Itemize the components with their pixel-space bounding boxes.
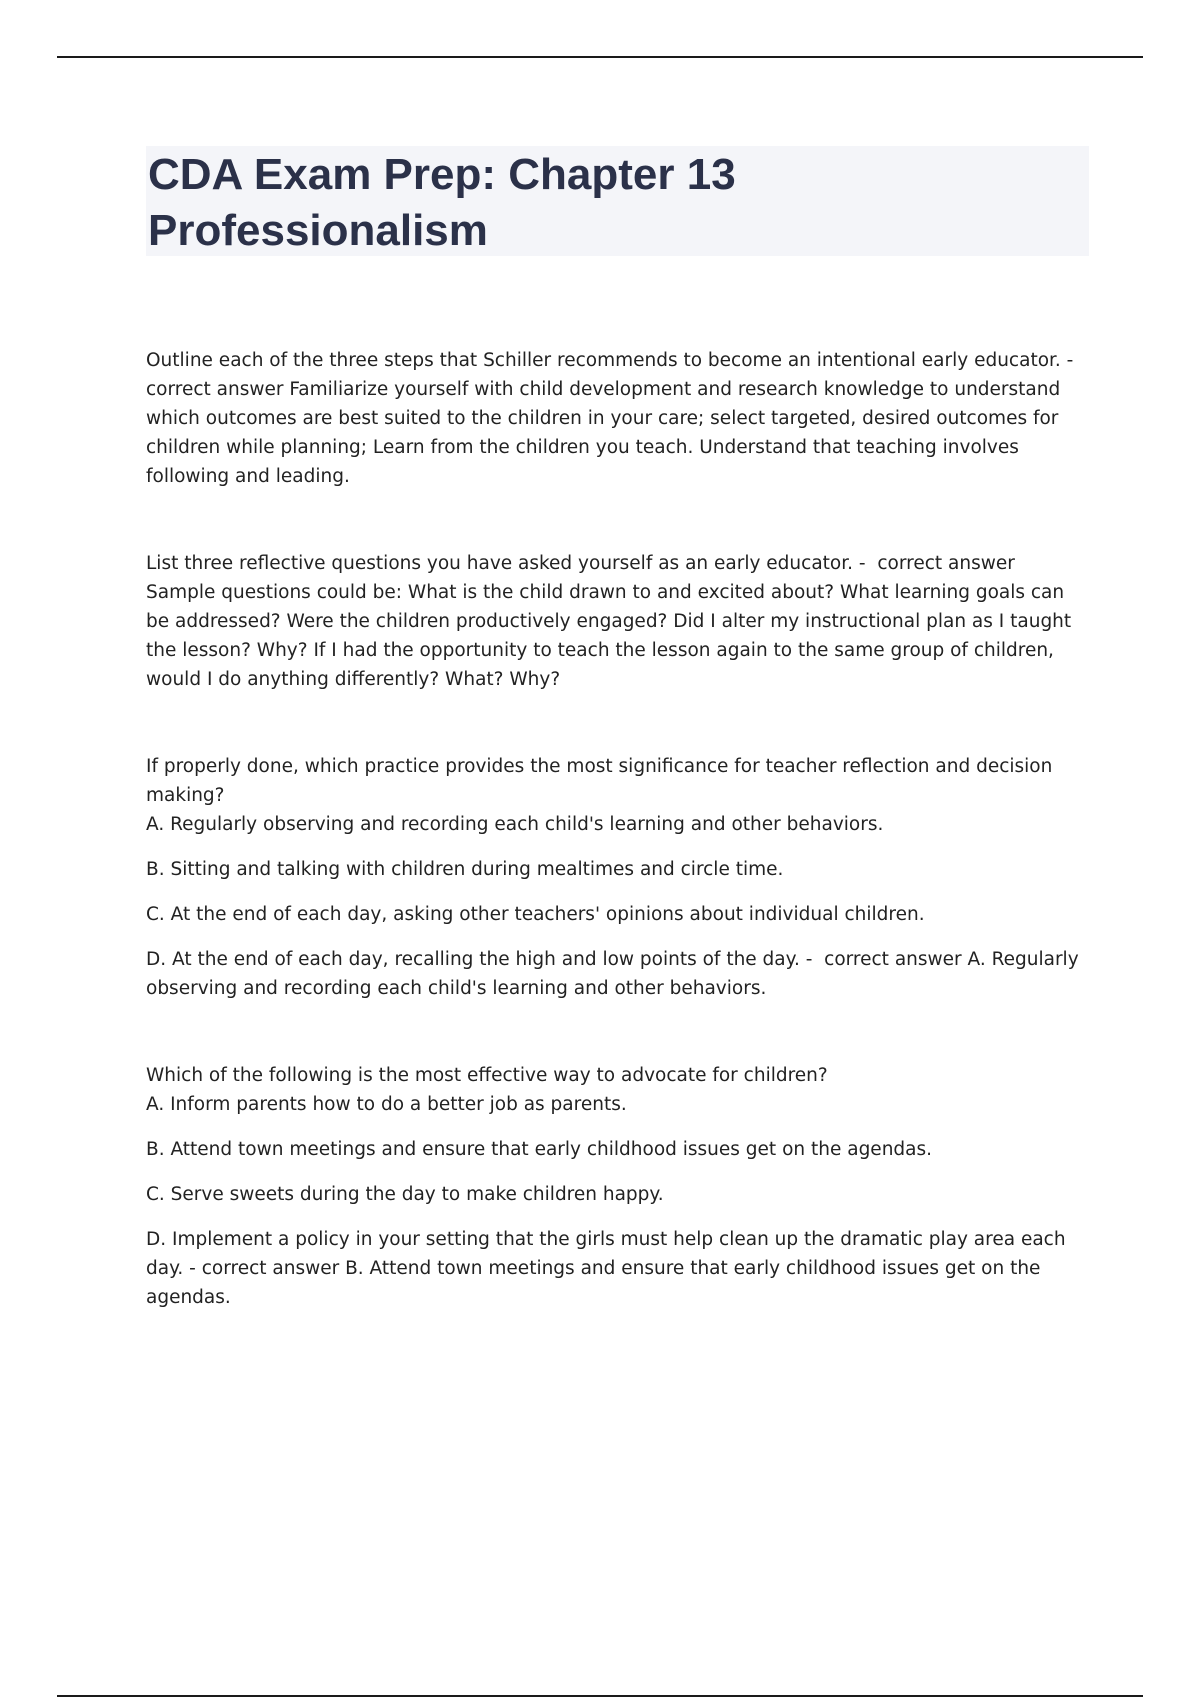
answer-text: correct answer Sample questions could be: What is the child drawn to and excited about? What learning goals can be addressed? Were the children productively engaged? Did I alter my instructional plan as I taught the lesson? Why? If I had the opportunity to teach the lesson again to the same group of children, would I do anything differently? What? Why? (146, 553, 1072, 690)
answer-text: correct answer B. Attend town meetings and ensure that early childhood issues get on the agendas. (146, 1258, 1041, 1308)
page-title (146, 146, 1089, 256)
qa-item-4 (146, 1061, 1086, 1312)
answer-text: correct answer Familiarize yourself with child development and research knowledge to understand which outcomes are best suited to the children in your care; select targeted, desired outcomes for children while planning; Learn from the children you teach. Understand that teaching involves following and leading. (146, 379, 1061, 487)
top-rule (57, 56, 1143, 58)
answer-option-a: A. Regularly observing and recording each child's learning and other behaviors. (146, 814, 884, 835)
bottom-rule (57, 1695, 1143, 1697)
answer-option-d (146, 945, 1086, 1003)
question-prompt: If properly done, which practice provides the most significance for teacher reflection and decision making? (146, 756, 1053, 806)
question-prompt: Outline each of the three steps that Schiller recommends to become an intentional early educator. - (146, 350, 1074, 371)
answer-option-c: C. At the end of each day, asking other teachers' opinions about individual children. (146, 904, 925, 925)
title-line-2: Professionalism (148, 206, 488, 255)
answer-option-a: A. Inform parents how to do a better job as parents. (146, 1094, 627, 1115)
qa-item-3 (146, 752, 1086, 1003)
option-d-text: D. Implement a policy in your setting that the girls must help clean up the dramatic play area each day. - (146, 1229, 1066, 1279)
answer-option-c: C. Serve sweets during the day to make children happy. (146, 1184, 664, 1205)
qa-item-2 (146, 549, 1086, 694)
answer-option-d (146, 1225, 1086, 1312)
title-line-1: CDA Exam Prep: Chapter 13 (148, 150, 736, 199)
answer-option-b: B. Attend town meetings and ensure that early childhood issues get on the agendas. (146, 1139, 933, 1160)
answer-text: correct answer A. Regularly observing and recording each child's learning and other behaviors. (146, 949, 1079, 999)
question-prompt: Which of the following is the most effective way to advocate for children? (146, 1065, 828, 1086)
answer-option-b: B. Sitting and talking with children during mealtimes and circle time. (146, 859, 784, 880)
option-d-text: D. At the end of each day, recalling the high and low points of the day. - (146, 949, 813, 970)
question-text (146, 346, 1086, 491)
question-prompt: List three reflective questions you have asked yourself as an early educator. - (146, 553, 866, 574)
qa-item-1 (146, 346, 1086, 491)
question-text (146, 549, 1086, 694)
document-body (146, 346, 1086, 1312)
